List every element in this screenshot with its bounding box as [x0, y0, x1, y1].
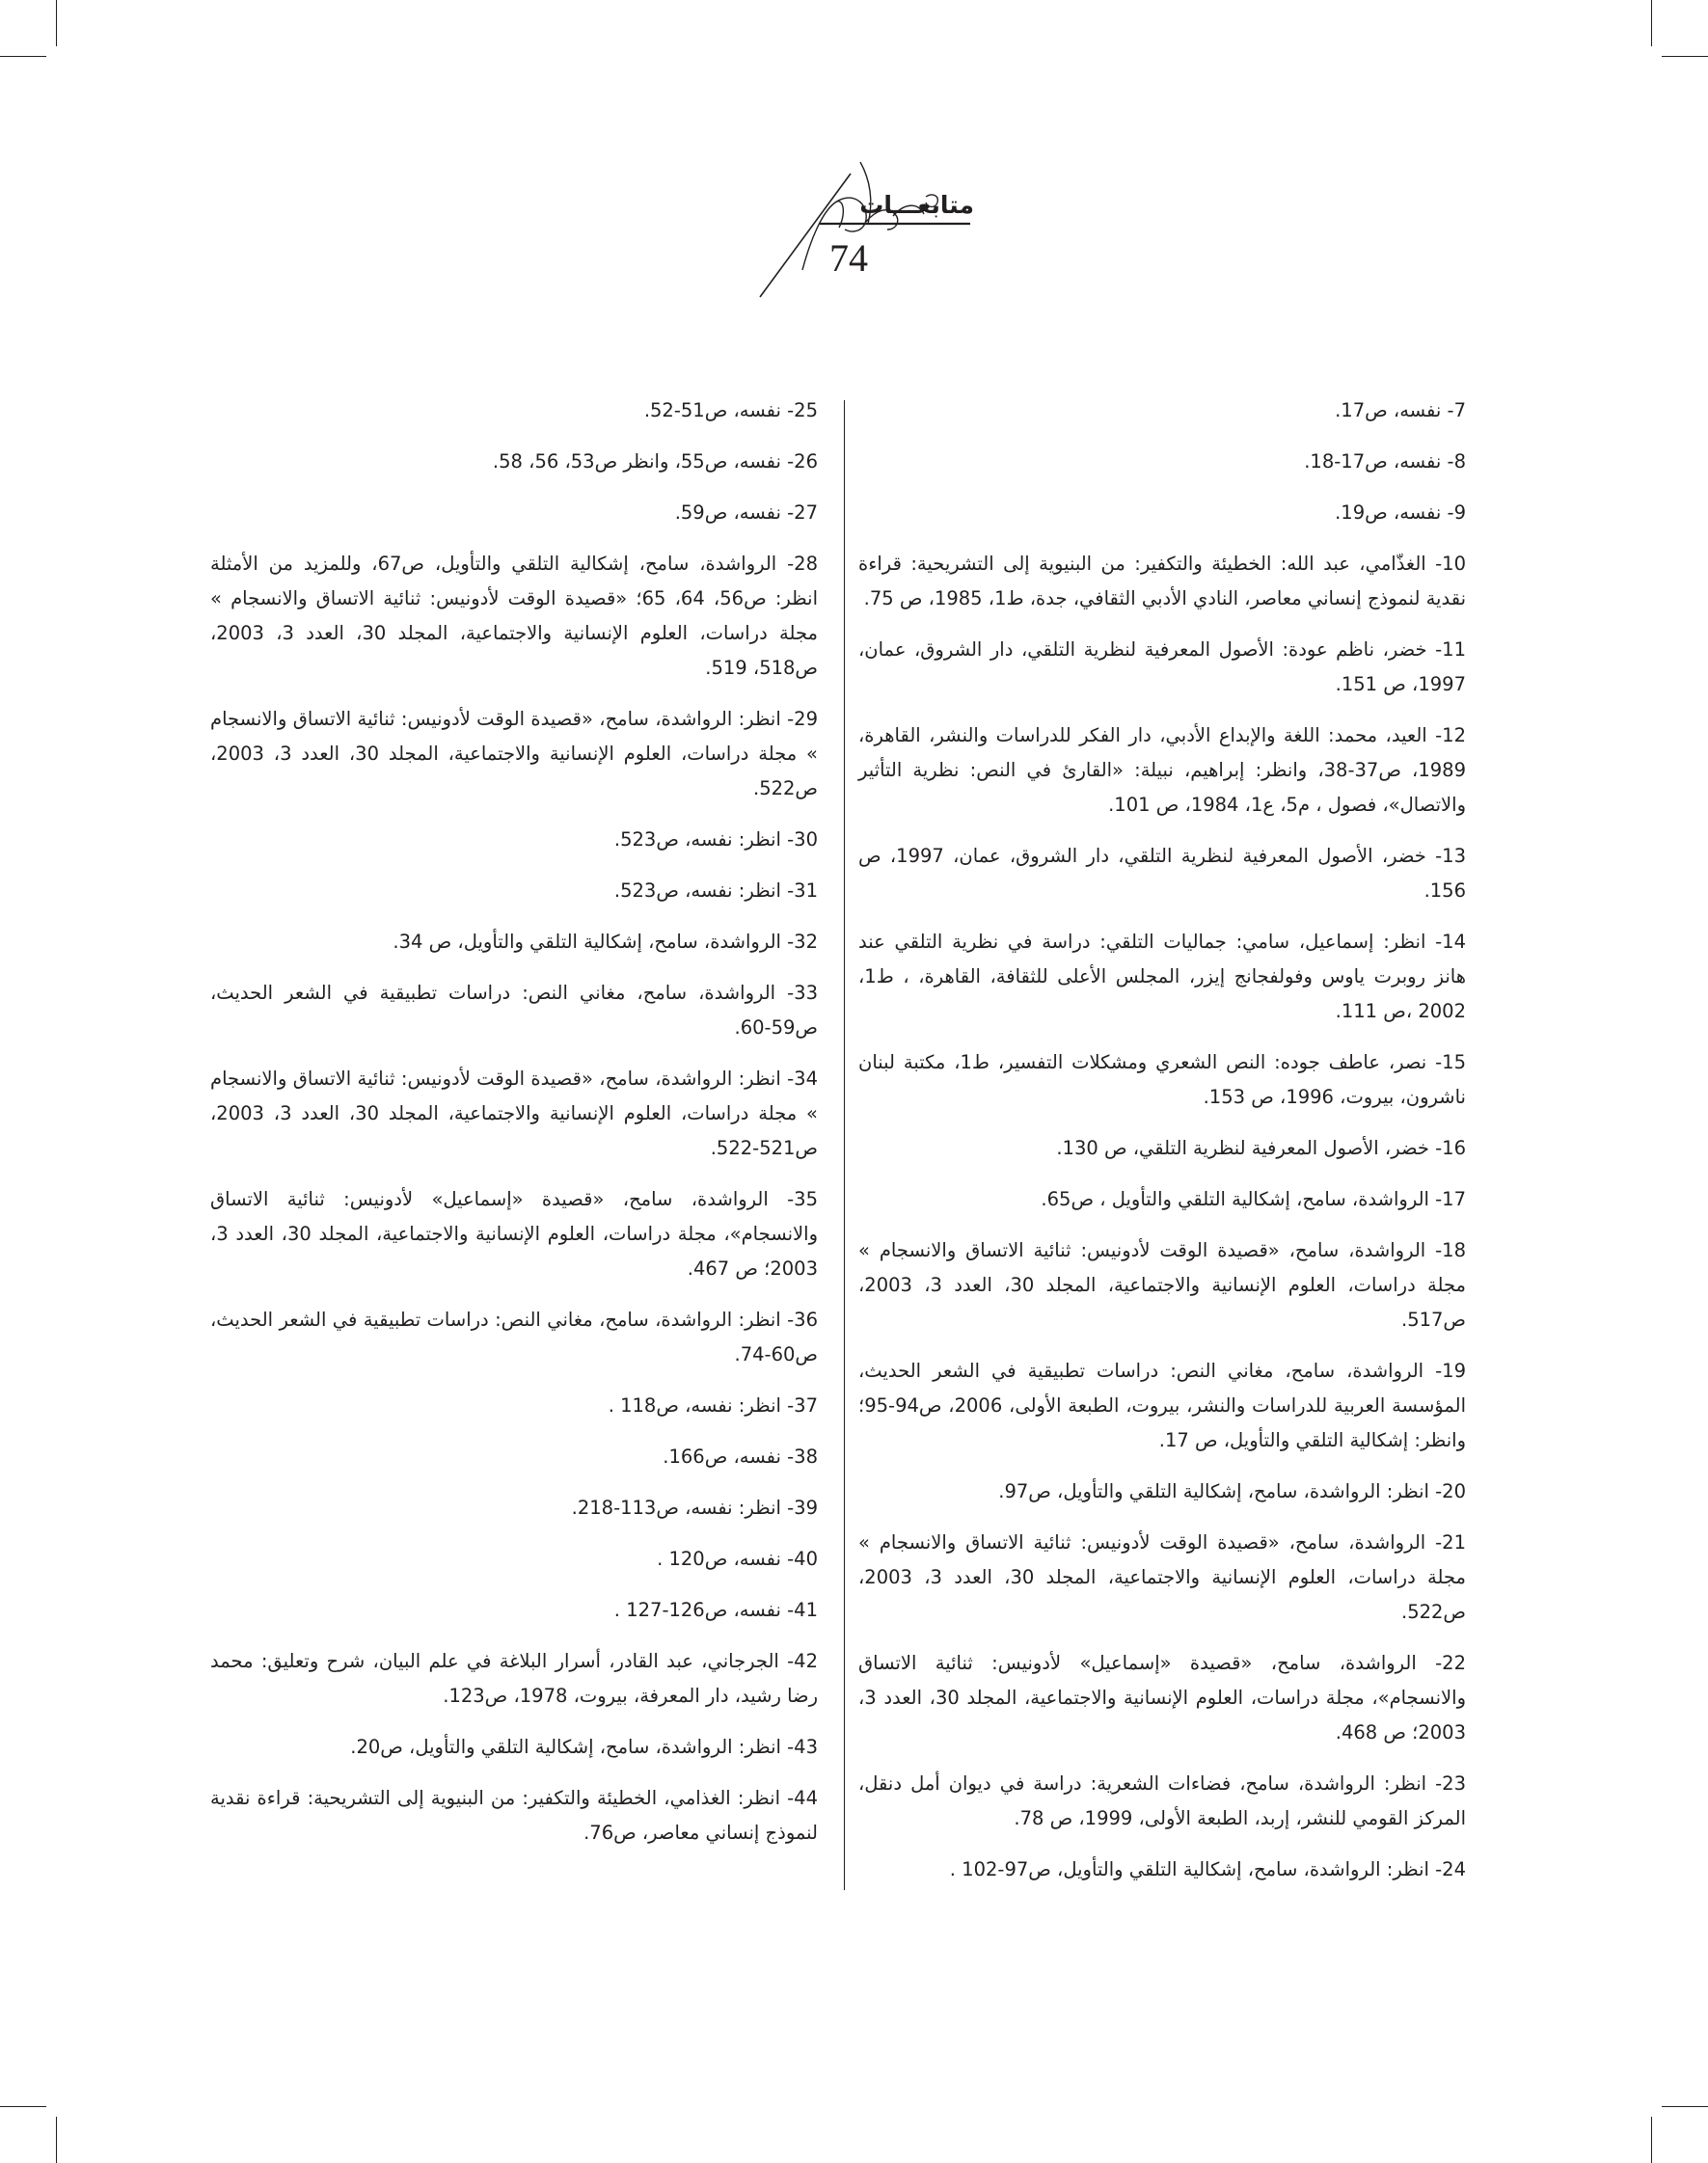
- footnote: 42- الجرجاني، عبد القادر، أسرار البلاغة في علم البيان، شرح وتعليق: محمد رضا رشيد، دار المعرفة، بيروت، 1978، ص123.: [210, 1650, 818, 1707]
- footnote: 10- الغذّامي، عبد الله: الخطيئة والتكفير: من البنيوية إلى التشريحية: قراءة نقدية لنموذج إنساني معاصر، النادي الأدبي الثقافي، جدة، ط1، 1985، ص 75.: [858, 553, 1466, 609]
- footnote: 12- العيد، محمد: اللغة والإبداع الأدبي، دار الفكر للدراسات والنشر، القاهرة، 1989، ص37-38، وانظر: إبراهيم، نبيلة: «القارئ في النص: نظرية التأثير والاتصال»، فصول ، م5، ع1، 1984، ص 101.: [858, 724, 1466, 816]
- footnote: 33- الرواشدة، سامح، مغاني النص: دراسات تطبيقية في الشعر الحديث، ص59-60.: [210, 982, 818, 1039]
- footnote: 22- الرواشدة، سامح، «قصيدة «إسماعيل» لأدونيس: ثنائية الاتساق والانسجام»، مجلة دراسات، العلوم الإنسانية والاجتماعية، المجلد 30، العدد 3، 2003؛ ص 468.: [858, 1652, 1466, 1744]
- column-divider: [844, 400, 845, 1890]
- crop-mark: [1662, 2106, 1708, 2107]
- crop-mark: [56, 2117, 57, 2163]
- footnote: 36- انظر: الرواشدة، سامح، مغاني النص: دراسات تطبيقية في الشعر الحديث، ص60-74.: [210, 1309, 818, 1365]
- footnote: 16- خضر، الأصول المعرفية لنظرية التلقي، ص 130.: [1056, 1137, 1466, 1159]
- page-header: [0, 0, 1708, 328]
- footnote: 30- انظر: نفسه، ص523.: [613, 828, 818, 851]
- footnote: 41- نفسه، ص126-127 .: [613, 1599, 818, 1621]
- footnote: 28- الرواشدة، سامح، إشكالية التلقي والتأويل، ص67، وللمزيد من الأمثلة انظر: ص56، 64، 65؛ «قصيدة الوقت لأدونيس: ثنائية الاتساق والانسجام » مجلة دراسات، العلوم الإنسانية والاجتماعية، المجلد 30، العدد 3، 2003، ص518، 519.: [210, 553, 818, 679]
- footnote: 14- انظر: إسماعيل، سامي: جماليات التلقي: دراسة في نظرية التلقي عند هانز روبرت ياوس وفولفجانج إيزر، المجلس الأعلى للثقافة، القاهرة، ، ط1، 2002 ،ص 111.: [858, 931, 1466, 1022]
- footnote: 39- انظر: نفسه، ص113-218.: [571, 1497, 818, 1519]
- crop-mark: [1651, 2117, 1652, 2163]
- footnote: 35- الرواشدة، سامح، «قصيدة «إسماعيل» لأدونيس: ثنائية الاتساق والانسجام»، مجلة دراسات، العلوم الإنسانية والاجتماعية، المجلد 30، العدد 3، 2003؛ ص 467.: [210, 1188, 818, 1280]
- notes-column-right: [858, 393, 1466, 1904]
- footnote: 40- نفسه، ص120 .: [657, 1548, 818, 1570]
- footnote: 26- نفسه، ص55، وانظر ص53، 56، 58.: [492, 450, 818, 473]
- footnote: 18- الرواشدة، سامح، «قصيدة الوقت لأدونيس: ثنائية الاتساق والانسجام » مجلة دراسات، العلوم الإنسانية والاجتماعية، المجلد 30، العدد 3، 2003، ص517.: [858, 1239, 1466, 1331]
- footnote: 43- انظر: الرواشدة، سامح، إشكالية التلقي والتأويل، ص20.: [350, 1736, 818, 1758]
- footnote: 7- نفسه، ص17.: [1335, 399, 1466, 421]
- footnote: 27- نفسه، ص59.: [674, 501, 818, 524]
- footnote: 32- الرواشدة، سامح، إشكالية التلقي والتأويل، ص 34.: [393, 931, 818, 953]
- footnote: 15- نصر، عاطف جوده: النص الشعري ومشكلات التفسير، ط1، مكتبة لبنان ناشرون، بيروت، 1996، ص 153.: [858, 1051, 1466, 1108]
- notes-column-left: [210, 393, 818, 1867]
- footnote: 31- انظر: نفسه، ص523.: [613, 879, 818, 902]
- footnote: 11- خضر، ناظم عودة: الأصول المعرفية لنظرية التلقي، دار الشروق، عمان، 1997، ص 151.: [858, 638, 1466, 695]
- footnote: 34- انظر: الرواشدة، سامح، «قصيدة الوقت لأدونيس: ثنائية الاتساق والانسجام » مجلة دراسات، العلوم الإنسانية والاجتماعية، المجلد 30، العدد 3، 2003، ص521-522.: [210, 1068, 818, 1159]
- footnote: 21- الرواشدة، سامح، «قصيدة الوقت لأدونيس: ثنائية الاتساق والانسجام » مجلة دراسات، العلوم الإنسانية والاجتماعية، المجلد 30، العدد 3، 2003، ص522.: [858, 1531, 1466, 1623]
- footnote: 13- خضر، الأصول المعرفية لنظرية التلقي، دار الشروق، عمان، 1997، ص 156.: [858, 845, 1466, 902]
- crop-mark: [0, 2106, 46, 2107]
- footnote: 19- الرواشدة، سامح، مغاني النص: دراسات تطبيقية في الشعر الحديث، المؤسسة العربية للدراسات والنشر، بيروت، الطبعة الأولى، 2006، ص94-95؛ وانظر: إشكالية التلقي والتأويل، ص 17.: [858, 1360, 1466, 1451]
- footnote: 37- انظر: نفسه، ص118 .: [608, 1394, 818, 1417]
- footnote: 25- نفسه، ص51-52.: [643, 399, 818, 421]
- footnote: 8- نفسه، ص17-18.: [1304, 450, 1466, 473]
- footnote: 29- انظر: الرواشدة، سامح، «قصيدة الوقت لأدونيس: ثنائية الاتساق والانسجام » مجلة دراسات، العلوم الإنسانية والاجتماعية، المجلد 30، العدد 3، 2003، ص522.: [210, 708, 818, 799]
- footnote: 24- انظر: الرواشدة، سامح، إشكالية التلقي والتأويل، ص97-102 .: [949, 1858, 1466, 1880]
- footnote: 9- نفسه، ص19.: [1335, 501, 1466, 524]
- footnote: 20- انظر: الرواشدة، سامح، إشكالية التلقي والتأويل، ص97.: [998, 1480, 1466, 1502]
- footnote: 17- الرواشدة، سامح، إشكالية التلقي والتأويل ، ص65.: [1041, 1188, 1466, 1210]
- footnote: 23- انظر: الرواشدة، سامح، فضاءات الشعرية: دراسة في ديوان أمل دنقل، المركز القومي للنشر، إربد، الطبعة الأولى، 1999، ص 78.: [858, 1772, 1466, 1829]
- footnote: 38- نفسه، ص166.: [663, 1446, 818, 1468]
- footnote: 44- انظر: الغذامي، الخطيئة والتكفير: من البنيوية إلى التشريحية: قراءة نقدية لنموذج إنساني معاصر، ص76.: [210, 1787, 818, 1844]
- page-number: 74: [829, 236, 868, 280]
- section-title: متابعـــات: [859, 191, 974, 219]
